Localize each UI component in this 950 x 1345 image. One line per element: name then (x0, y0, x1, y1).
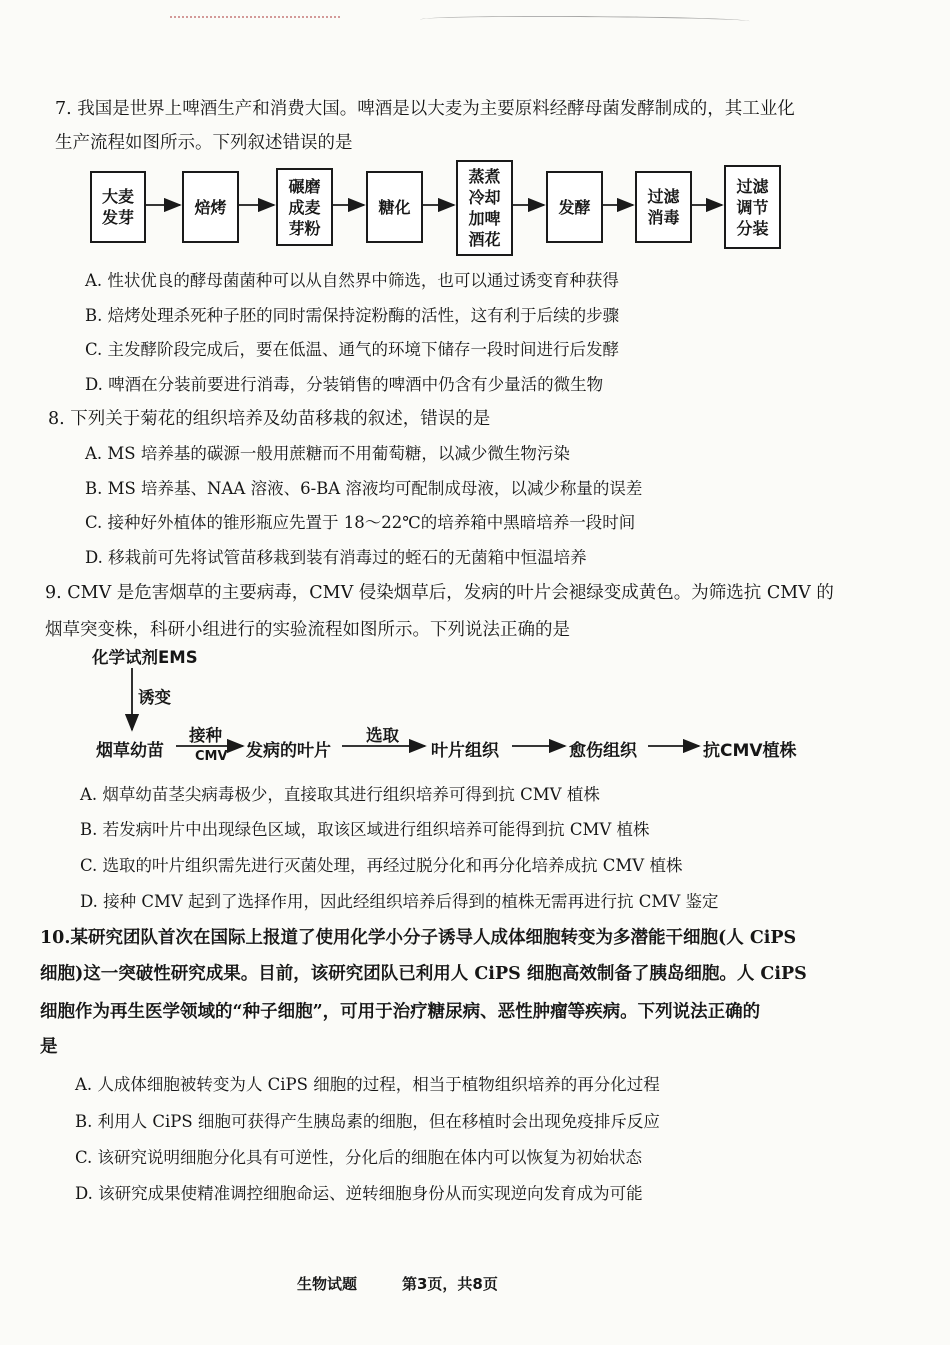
q9-option-d: D. 接种 CMV 起到了选择作用，因此经组织培养后得到的植株无需再进行抗 CMV 鉴定 (80, 892, 719, 911)
q8-option-d: D. 移栽前可先将试管苗移栽到装有消毒过的蛭石的无菌箱中恒温培养 (85, 548, 587, 567)
q8-option-c: C. 接种好外植体的锥形瓶应先置于 18～22℃的培养箱中黑暗培养一段时间 (85, 513, 636, 532)
q9-option-c: C. 选取的叶片组织需先进行灭菌处理，再经过脱分化和再分化培养成抗 CMV 植株 (80, 856, 683, 875)
q7-stem-line1: 7. 我国是世界上啤酒生产和消费大国。啤酒是以大麦为主要原料经酵母菌发酵制成的，其工业化 (55, 99, 795, 119)
diagram-select-label: 选取 (366, 726, 399, 745)
diagram-resistant-plant: 抗CMV植株 (703, 741, 797, 761)
q7-option-c: C. 主发酵阶段完成后，要在低温、通气的环境下储存一段时间进行后发酵 (85, 340, 620, 359)
q10-stem-line1: 10.某研究团队首次在国际上报道了使用化学小分子诱导人成体细胞转变为多潜能干细胞(人 CiPS (40, 928, 797, 948)
diagram-mutate-label: 诱变 (138, 688, 171, 707)
flow-box-1: 大麦 发芽 (90, 171, 146, 243)
q10-stem-line3: 细胞作为再生医学领域的“种子细胞”，可用于治疗糖尿病、恶性肿瘤等疾病。下列说法正确的 (40, 1002, 761, 1022)
q8-option-b: B. MS 培养基、NAA 溶液、6-BA 溶液均可配制成母液，以减少称量的误差 (85, 479, 643, 498)
flow-box-8: 过滤 调节 分装 (724, 165, 781, 249)
q8-stem: 8. 下列关于菊花的组织培养及幼苗移栽的叙述，错误的是 (48, 409, 491, 429)
q7-option-b: B. 焙烤处理杀死种子胚的同时需保持淀粉酶的活性，这有利于后续的步骤 (85, 306, 620, 325)
diagram-callus: 愈伤组织 (569, 741, 637, 761)
q7-option-d: D. 啤酒在分装前要进行消毒，分装销售的啤酒中仍含有少量活的微生物 (85, 375, 604, 394)
q10-stem-line2: 细胞)这一突破性研究成果。目前，该研究团队已利用人 CiPS 细胞高效制备了胰岛细胞。人 CiPS (40, 964, 807, 984)
diagram-reagent-label: 化学试剂EMS (92, 648, 198, 667)
flow-box-6: 发酵 (546, 171, 603, 243)
q9-stem-line2: 烟草突变株，科研小组进行的实验流程如图所示。下列说法正确的是 (45, 620, 570, 640)
q9-option-b: B. 若发病叶片中出现绿色区域，取该区域进行组织培养可能得到抗 CMV 植株 (80, 820, 650, 839)
diagram-leaf-tissue: 叶片组织 (431, 741, 499, 761)
q10-option-a: A. 人成体细胞被转变为人 CiPS 细胞的过程，相当于植物组织培养的再分化过程 (75, 1075, 660, 1094)
q10-option-c: C. 该研究说明细胞分化具有可逆性，分化后的细胞在体内可以恢复为初始状态 (75, 1148, 643, 1167)
q9-option-a: A. 烟草幼苗茎尖病毒极少，直接取其进行组织培养可得到抗 CMV 植株 (80, 785, 600, 804)
diagram-sick-leaf: 发病的叶片 (246, 741, 331, 761)
q8-option-a: A. MS 培养基的碳源一般用蔗糖而不用葡萄糖，以减少微生物污染 (85, 444, 570, 463)
diagram-inoculate-label: 接种 (189, 726, 222, 745)
flow-box-4: 糖化 (366, 171, 423, 243)
q10-stem-line4: 是 (40, 1037, 58, 1057)
footer-subject: 生物试题 (297, 1275, 358, 1293)
flow-box-7: 过滤 消毒 (635, 171, 692, 243)
diagram-seedling: 烟草幼苗 (96, 741, 164, 761)
diagram-arrows (0, 600, 950, 780)
q9-stem-line1: 9. CMV 是危害烟草的主要病毒，CMV 侵染烟草后，发病的叶片会褪绿变成黄色。为筛选抗 CMV 的 (45, 583, 834, 603)
flow-arrows (0, 0, 950, 300)
q10-option-b: B. 利用人 CiPS 细胞可获得产生胰岛素的细胞，但在移植时会出现免疫排斥反应 (75, 1112, 660, 1131)
flow-box-5: 蒸煮 冷却 加啤 酒花 (456, 160, 513, 256)
q7-stem-line2: 生产流程如图所示。下列叙述错误的是 (55, 133, 353, 153)
flow-box-3: 碾磨 成麦 芽粉 (276, 168, 333, 246)
diagram-cmv-label: CMV (195, 749, 228, 764)
flow-box-2: 焙烤 (182, 171, 239, 243)
q10-option-d: D. 该研究成果使精准调控细胞命运、逆转细胞身份从而实现逆向发育成为可能 (75, 1184, 643, 1203)
q7-option-a: A. 性状优良的酵母菌菌种可以从自然界中筛选，也可以通过诱变育种获得 (85, 271, 619, 290)
footer-page-number: 第3页，共8页 (402, 1275, 498, 1293)
